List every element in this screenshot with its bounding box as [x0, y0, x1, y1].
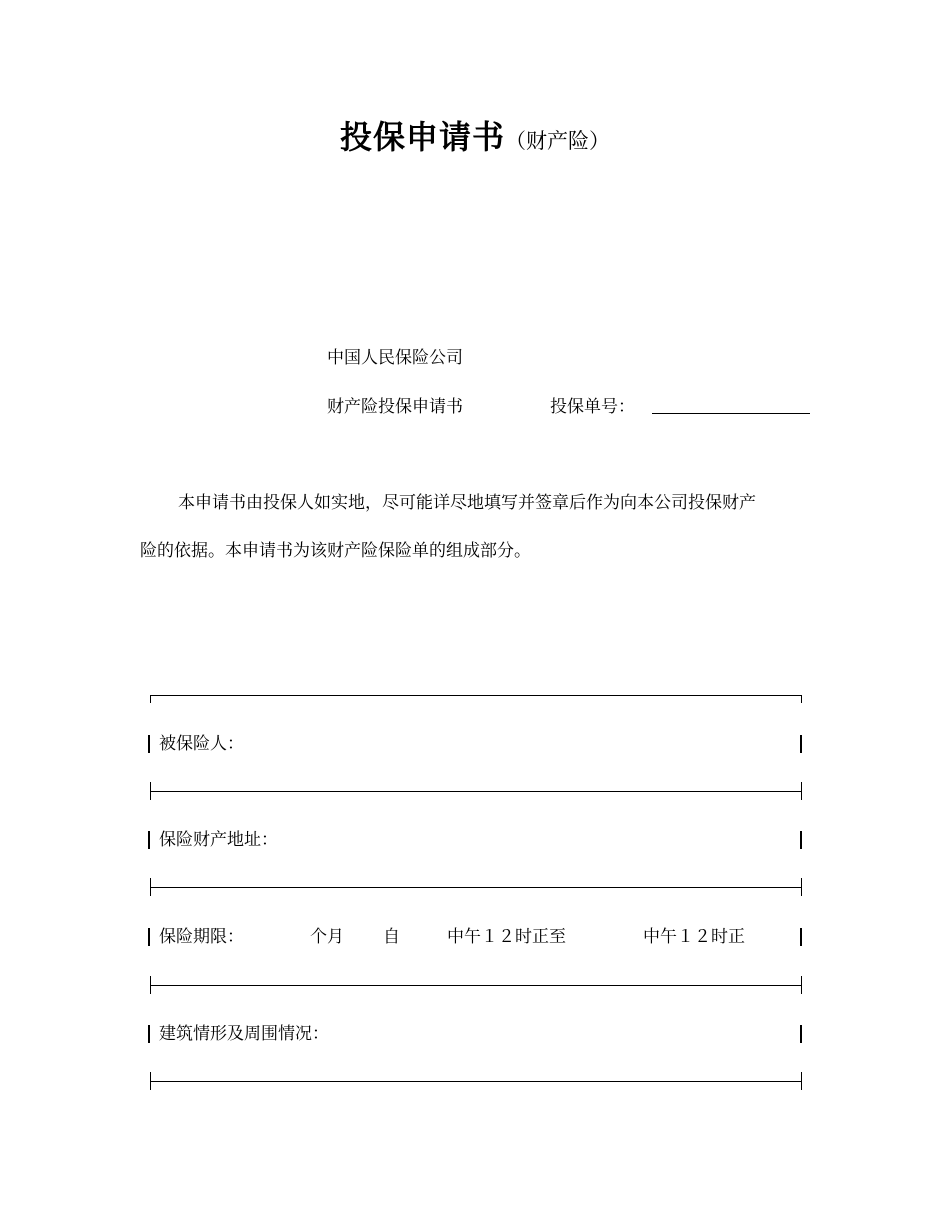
divider-right-tick: [801, 976, 802, 994]
table-top-left-corner: [150, 695, 151, 703]
period-label: 保险期限：: [159, 927, 244, 947]
divider-left-tick: [150, 976, 151, 994]
divider-left-tick: [150, 1072, 151, 1090]
document-title: [0, 112, 950, 158]
table-top-border: [150, 695, 802, 696]
row-divider: [150, 887, 802, 888]
period-months: 个月: [310, 927, 344, 947]
intro-paragraph-line-2: 险的依据。本申请书为该财产险保险单的组成部分。: [140, 541, 531, 561]
divider-right-tick: [801, 878, 802, 896]
row-left-border: [148, 831, 150, 849]
row-right-border: [800, 1025, 802, 1043]
row-divider: [150, 985, 802, 986]
address-label: 保险财产地址：: [159, 830, 278, 850]
row-right-border: [800, 928, 802, 946]
title-suffix: （财产险）: [505, 129, 610, 153]
period-noon-to: 中午１２时正至: [447, 927, 566, 947]
period-noon: 中午１２时正: [643, 927, 745, 947]
form-name: 财产险投保申请书: [327, 397, 463, 417]
intro-paragraph-line-1: 本申请书由投保人如实地，尽可能详尽地填写并签章后作为向本公司投保财产: [178, 493, 756, 513]
policy-number-field[interactable]: [652, 413, 810, 414]
title-main: 投保申请书: [339, 118, 505, 156]
divider-right-tick: [801, 782, 802, 800]
row-right-border: [800, 831, 802, 849]
row-left-border: [148, 1025, 150, 1043]
policy-number-label: 投保单号：: [550, 397, 635, 417]
table-top-right-corner: [801, 695, 802, 703]
building-label: 建筑情形及周围情况：: [159, 1024, 329, 1044]
row-left-border: [148, 928, 150, 946]
divider-right-tick: [801, 1072, 802, 1090]
row-divider: [150, 1081, 802, 1082]
company-name: 中国人民保险公司: [327, 348, 463, 368]
insured-label: 被保险人：: [159, 734, 244, 754]
row-right-border: [800, 735, 802, 753]
row-divider: [150, 791, 802, 792]
row-left-border: [148, 735, 150, 753]
period-from: 自: [383, 927, 400, 947]
divider-left-tick: [150, 782, 151, 800]
divider-left-tick: [150, 878, 151, 896]
